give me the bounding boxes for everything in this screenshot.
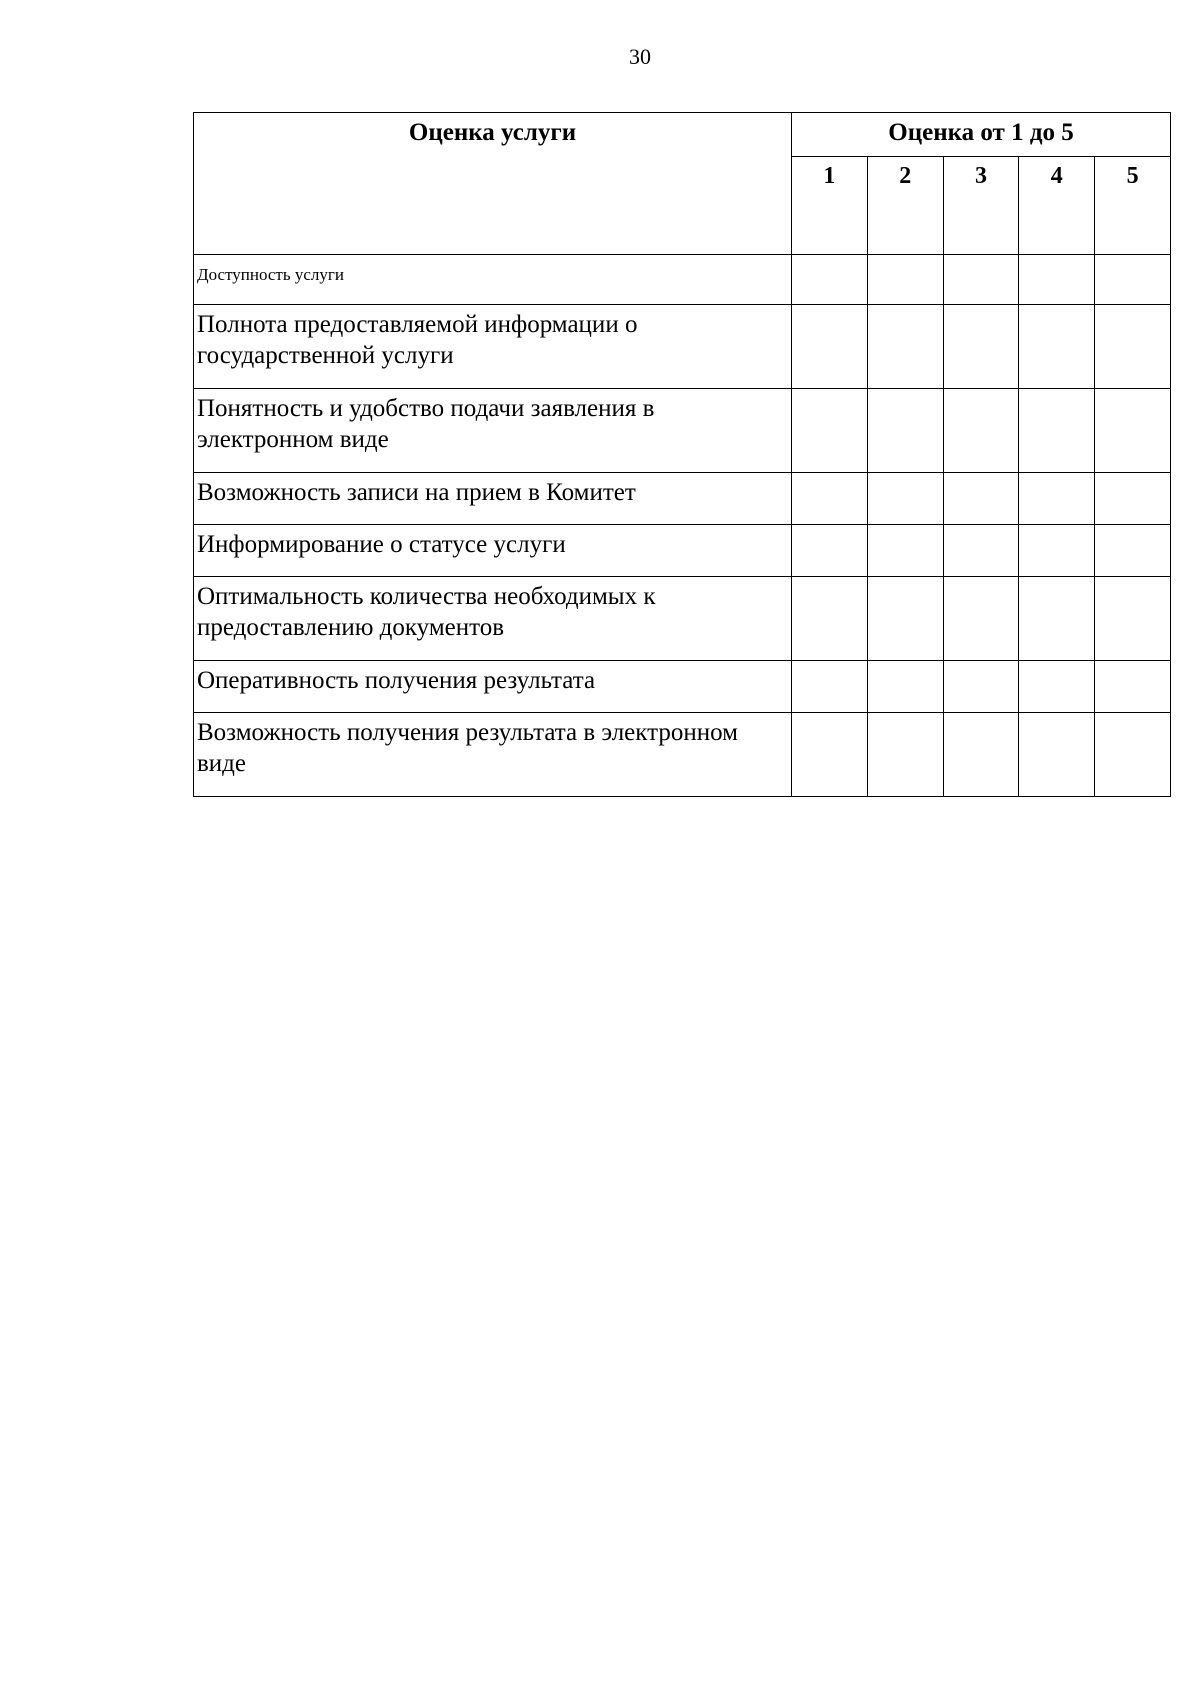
score-label-1: 1 xyxy=(792,157,868,255)
score-cell[interactable] xyxy=(792,577,868,661)
score-cell[interactable] xyxy=(792,525,868,577)
score-cell[interactable] xyxy=(867,255,943,305)
header-row xyxy=(194,113,1171,157)
score-cell[interactable] xyxy=(1095,389,1171,473)
score-cell[interactable] xyxy=(792,473,868,525)
table-row xyxy=(194,525,1171,577)
score-cell[interactable] xyxy=(1019,525,1095,577)
table-row xyxy=(194,255,1171,305)
criterion-label: Информирование о статусе услуги xyxy=(194,525,792,577)
criterion-label: Полнота предоставляемой информации о государственной услуги xyxy=(194,305,792,389)
score-cell[interactable] xyxy=(1019,389,1095,473)
score-cell[interactable] xyxy=(792,305,868,389)
score-cell[interactable] xyxy=(943,305,1019,389)
score-cell[interactable] xyxy=(867,577,943,661)
score-cell[interactable] xyxy=(943,389,1019,473)
score-cell[interactable] xyxy=(1019,577,1095,661)
score-cell[interactable] xyxy=(1095,305,1171,389)
score-cell[interactable] xyxy=(867,389,943,473)
score-cell[interactable] xyxy=(943,525,1019,577)
table-row xyxy=(194,305,1171,389)
score-cell[interactable] xyxy=(943,255,1019,305)
score-cell[interactable] xyxy=(867,525,943,577)
score-cell[interactable] xyxy=(792,389,868,473)
score-cell[interactable] xyxy=(792,713,868,797)
score-cell[interactable] xyxy=(867,473,943,525)
scale-header: Оценка от 1 до 5 xyxy=(792,113,1171,157)
criterion-label: Понятность и удобство подачи заявления в электронном виде xyxy=(194,389,792,473)
criterion-label: Оперативность получения результата xyxy=(194,661,792,713)
score-cell[interactable] xyxy=(943,577,1019,661)
score-cell[interactable] xyxy=(1019,713,1095,797)
table-row xyxy=(194,661,1171,713)
criterion-label: Возможность получения результата в электронном виде xyxy=(194,713,792,797)
score-cell[interactable] xyxy=(867,713,943,797)
score-cell[interactable] xyxy=(943,661,1019,713)
score-cell[interactable] xyxy=(1095,255,1171,305)
score-label-4: 4 xyxy=(1019,157,1095,255)
score-cell[interactable] xyxy=(1095,713,1171,797)
score-label-2: 2 xyxy=(867,157,943,255)
score-cell[interactable] xyxy=(1095,525,1171,577)
score-cell[interactable] xyxy=(867,305,943,389)
score-cell[interactable] xyxy=(792,661,868,713)
score-cell[interactable] xyxy=(867,661,943,713)
score-cell[interactable] xyxy=(1095,577,1171,661)
score-cell[interactable] xyxy=(1019,473,1095,525)
criterion-label: Оптимальность количества необходимых к предоставлению документов xyxy=(194,577,792,661)
score-cell[interactable] xyxy=(1019,661,1095,713)
score-cell[interactable] xyxy=(943,473,1019,525)
table-row xyxy=(194,713,1171,797)
criterion-label: Доступность услуги xyxy=(194,255,792,305)
table-row xyxy=(194,389,1171,473)
score-label-3: 3 xyxy=(943,157,1019,255)
score-cell[interactable] xyxy=(1019,305,1095,389)
service-rating-table xyxy=(193,112,1171,797)
score-cell[interactable] xyxy=(1095,661,1171,713)
score-cell[interactable] xyxy=(792,255,868,305)
criterion-label: Возможность записи на прием в Комитет xyxy=(194,473,792,525)
criteria-header: Оценка услуги xyxy=(194,113,792,255)
table-row xyxy=(194,577,1171,661)
table-row xyxy=(194,473,1171,525)
score-label-5: 5 xyxy=(1095,157,1171,255)
page-number: 30 xyxy=(629,44,651,69)
score-cell[interactable] xyxy=(1019,255,1095,305)
score-cell[interactable] xyxy=(943,713,1019,797)
score-cell[interactable] xyxy=(1095,473,1171,525)
